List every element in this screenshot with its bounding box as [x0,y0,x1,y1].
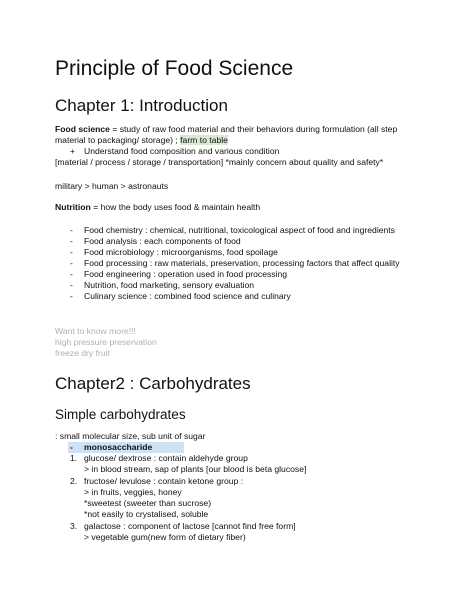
food-science-term: Food science [55,124,110,134]
carb-item-number: 1. [70,453,78,463]
gray-note: high pressure preservation [55,337,157,347]
monosaccharide-label: monosaccharide [84,442,153,452]
carb-item-line [70,521,296,532]
list-item-text: Food engineering : operation used in food processing [84,269,288,279]
chain-line: military > human > astronauts [55,181,169,191]
page-title: Principle of Food Science [55,57,294,80]
monosaccharide-highlight [68,442,184,453]
gray-note: Want to know more!!! [55,326,136,336]
list-item-text: Food microbiology : microorganisms, food spoilage [84,247,278,257]
list-item [70,258,400,269]
food-science-bullet [70,146,279,157]
carb-item-detail: > vegetable gum(new form of dietary fiber) [84,532,246,542]
carb-item-text: galactose : component of lactose [cannot find free form] [84,521,296,531]
list-dash-marker: - [70,247,73,257]
food-science-definition [55,124,397,135]
chapter2-intro: : small molecular size, sub unit of sugar [55,431,206,441]
carb-item-detail: *sweetest (sweeter than sucrose) [84,498,212,508]
nutrition-definition [55,202,260,213]
list-item-text: Culinary science : combined food science and culinary [84,291,291,301]
chapter2-subheading: Simple carbohydrates [55,407,186,422]
list-item [70,225,395,236]
list-item [70,236,241,247]
list-dash-marker: - [70,258,73,268]
nutrition-definition-text: = how the body uses food & maintain health [90,202,261,212]
carb-item-line [70,453,248,464]
list-item [70,291,291,302]
bullet-plus-marker: + [70,146,76,156]
carb-item-number: 3. [70,521,78,531]
food-science-bracket-line: [material / process / storage / transportation] *mainly concern about quality and safety* [55,157,384,167]
carb-item-text: glucose/ dextrose : contain aldehyde group [84,453,248,463]
list-dash-marker: - [70,280,73,290]
list-dash-marker: - [70,269,73,279]
carb-item-detail: *not easily to crystalised, soluble [84,509,209,519]
list-item-text: Nutrition, food marketing, sensory evaluation [84,280,255,290]
food-science-definition-line1: = study of raw food material and their behaviors during formulation (all step [109,124,398,134]
list-dash-marker: - [70,225,73,235]
list-dash-marker: - [70,236,73,246]
food-science-definition-line2-pre: material to packaging/ storage) ; [55,135,181,145]
list-item [70,269,287,280]
carb-item-text: fructose/ levulose : contain ketone group : [84,476,244,486]
carb-item-number: 2. [70,476,78,486]
mono-dash-marker: - [70,442,73,452]
gray-note: freeze dry fruit [55,348,110,358]
list-item [70,247,278,258]
nutrition-term: Nutrition [55,202,91,212]
list-item-text: Food chemistry : chemical, nutritional, toxicological aspect of food and ingredients [84,225,395,235]
chapter2-heading: Chapter2 : Carbohydrates [55,374,251,393]
list-item-text: Food processing : raw materials, preservation, processing factors that affect quality [84,258,400,268]
food-science-definition-line2 [55,135,228,146]
carb-item-line [70,476,243,487]
list-dash-marker: - [70,291,73,301]
carb-item-detail: > in blood stream, sap of plants [our blood is beta glucose] [84,464,307,474]
list-item-text: Food analysis : each components of food [84,236,241,246]
list-item [70,280,254,291]
farm-to-table-highlight: farm to table [180,135,228,145]
carb-item-detail: > in fruits, veggies, honey [84,487,182,497]
chapter1-heading: Chapter 1: Introduction [55,96,228,115]
food-science-bullet-text: Understand food composition and various condition [84,146,280,156]
